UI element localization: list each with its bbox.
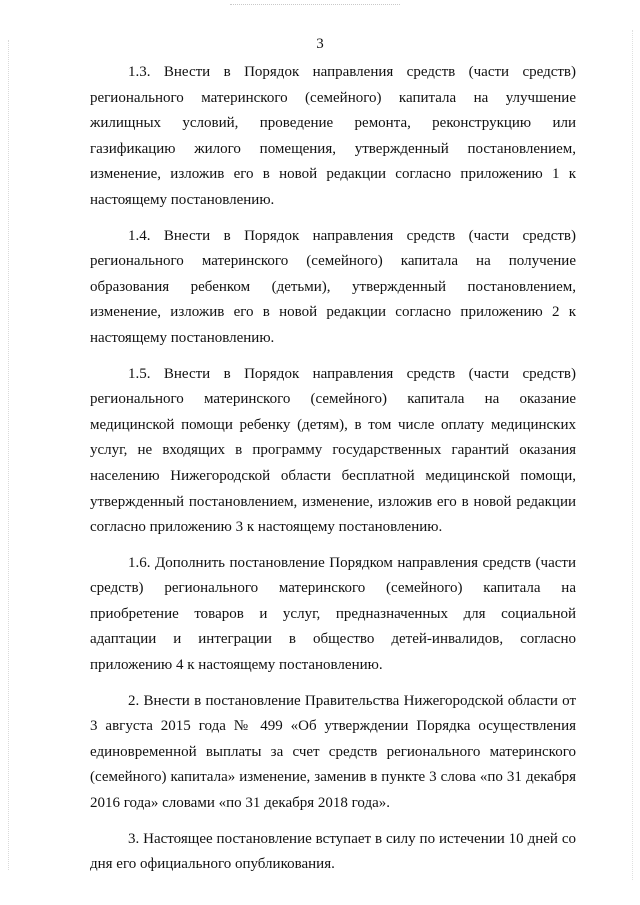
paragraph-3 [90, 827, 576, 878]
text-line: согласно приложению 3 к настоящему постановлению. [90, 519, 443, 536]
document-body [90, 60, 576, 888]
text-line: жилищных условий, проведение ремонта, реконструкцию или [90, 115, 576, 132]
text-line: единовременной выплаты за счет средств регионального материнского [90, 743, 576, 760]
scan-artifact-left [8, 40, 10, 870]
scan-artifact-right [632, 30, 634, 880]
text-line: 2016 года» словами «по 31 декабря 2018 года». [90, 795, 391, 812]
text-line: 1.4. Внести в Порядок направления средств (части средств) [128, 227, 576, 244]
text-line: регионального материнского (семейного) капитала на оказание [90, 391, 576, 408]
text-line: приобретение товаров и услуг, предназначенных для социальной [90, 605, 576, 622]
text-line: средств) регионального материнского (семейного) капитала на [90, 580, 576, 597]
paragraph-2 [90, 689, 576, 817]
text-line: дня его официального опубликования. [90, 856, 335, 873]
text-line: услуг, не входящих в программу государственных гарантий оказания [90, 442, 576, 459]
text-line: 1.3. Внести в Порядок направления средств (части средств) [128, 64, 576, 80]
text-line: 3. Настоящее постановление вступает в силу по истечении 10 дней со [128, 830, 576, 847]
text-line: медицинской помощи ребенку (детям), в том числе оплату медицинских [90, 416, 576, 433]
text-line: настоящему постановлению. [90, 329, 275, 346]
text-line: 1.6. Дополнить постановление Порядком направления средств (части [128, 554, 576, 571]
text-line: утвержденный постановлением, изменение, изложив его в новой редакции [90, 493, 576, 510]
text-line: газификацию жилого помещения, утвержденный постановлением, [90, 140, 576, 157]
paragraph-1-4 [90, 224, 576, 352]
text-line: изменение, изложив его в новой редакции согласно приложению 1 к [90, 166, 576, 183]
text-line: регионального материнского (семейного) капитала на улучшение [90, 89, 576, 106]
scan-artifact-top [230, 4, 400, 6]
text-line: приложению 4 к настоящему постановлению. [90, 657, 383, 674]
text-line: 1.5. Внести в Порядок направления средств (части средств) [128, 365, 576, 382]
text-line: населению Нижегородской области бесплатной медицинской помощи, [90, 467, 576, 484]
text-line: адаптации и интеграции в общество детей-инвалидов, согласно [90, 631, 576, 648]
text-line: 2. Внести в постановление Правительства Нижегородской области от [128, 692, 576, 709]
paragraph-1-5 [90, 362, 576, 541]
text-line: образования ребенком (детьми), утвержденный постановлением, [90, 278, 576, 295]
text-line: 3 августа 2015 года № 499 «Об утверждении Порядка осуществления [90, 718, 576, 735]
text-line: изменение, изложив его в новой редакции согласно приложению 2 к [90, 304, 576, 321]
paragraph-1-6 [90, 551, 576, 679]
paragraph-1-3 [90, 60, 576, 214]
text-line: (семейного) капитала» изменение, заменив в пункте 3 слова «по 31 декабря [90, 769, 576, 786]
text-line: настоящему постановлению. [90, 191, 275, 208]
page-number: 3 [316, 36, 324, 52]
text-line: регионального материнского (семейного) капитала на получение [90, 253, 576, 270]
